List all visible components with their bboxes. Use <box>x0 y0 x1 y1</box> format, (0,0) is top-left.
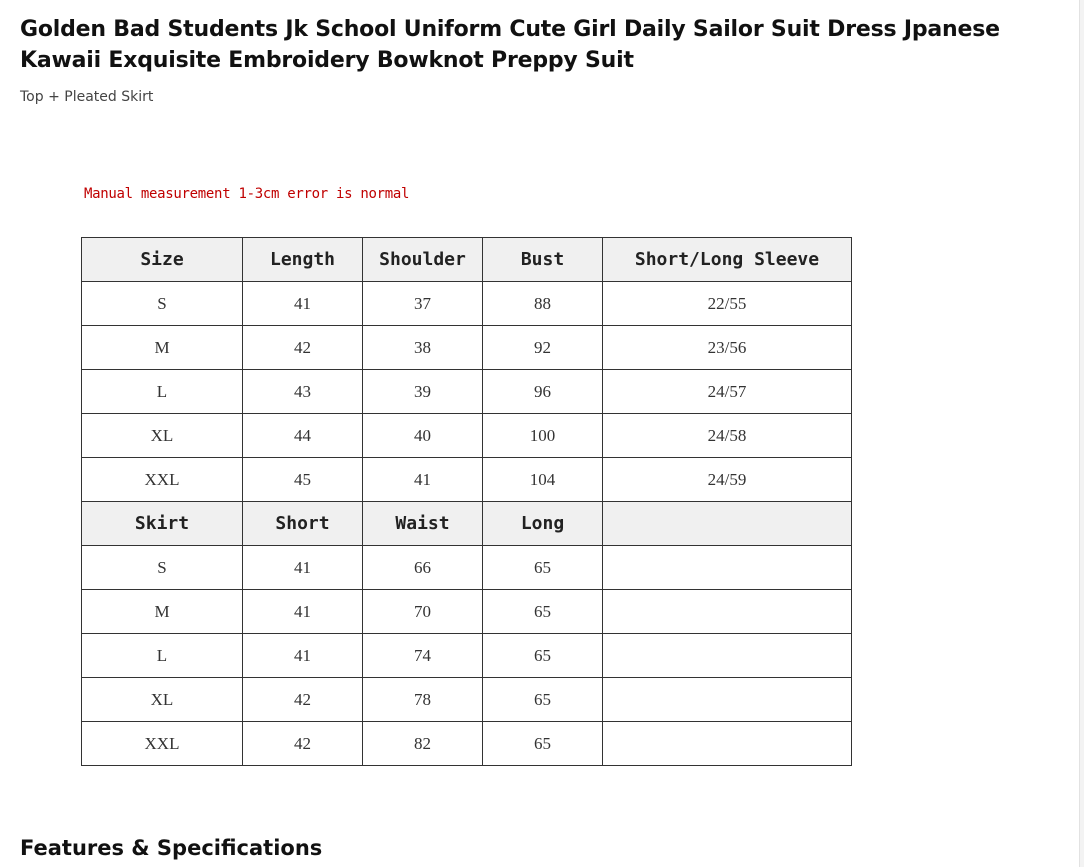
table-cell: S <box>82 546 243 590</box>
table-cell: M <box>82 590 243 634</box>
header-cell: Shoulder <box>363 238 483 282</box>
table-cell: 82 <box>363 722 483 766</box>
table-cell: M <box>82 326 243 370</box>
table-cell: 74 <box>363 634 483 678</box>
table-cell: 24/57 <box>603 370 852 414</box>
table-cell: S <box>82 282 243 326</box>
table-cell: L <box>82 634 243 678</box>
table-cell: XXL <box>82 458 243 502</box>
header-cell: Bust <box>483 238 603 282</box>
table-cell: 41 <box>243 590 363 634</box>
table-cell: 24/59 <box>603 458 852 502</box>
table-cell: 41 <box>243 634 363 678</box>
table-cell: 66 <box>363 546 483 590</box>
table-row <box>82 634 852 678</box>
header-cell: Length <box>243 238 363 282</box>
table-cell: 88 <box>483 282 603 326</box>
page-scrollbar[interactable] <box>1079 0 1084 867</box>
table-cell: 100 <box>483 414 603 458</box>
table-cell: 24/58 <box>603 414 852 458</box>
table-row <box>82 370 852 414</box>
size-chart-table <box>81 237 852 766</box>
table-cell: XL <box>82 414 243 458</box>
table-cell: 23/56 <box>603 326 852 370</box>
table-cell: 38 <box>363 326 483 370</box>
table-cell: XL <box>82 678 243 722</box>
table-cell <box>603 722 852 766</box>
variant-text: Top + Pleated Skirt <box>20 89 154 105</box>
table-cell: 65 <box>483 678 603 722</box>
table-cell: 40 <box>363 414 483 458</box>
table-cell: 41 <box>243 546 363 590</box>
table-row <box>82 722 852 766</box>
table-cell: XXL <box>82 722 243 766</box>
table-cell: 78 <box>363 678 483 722</box>
table-row <box>82 590 852 634</box>
table-cell: 41 <box>243 282 363 326</box>
table-cell: 37 <box>363 282 483 326</box>
product-title: Golden Bad Students Jk School Uniform Cute Girl Daily Sailor Suit Dress Jpanese Kawaii Exquisite Embroidery Bowknot Preppy Suit <box>20 17 1000 73</box>
table-cell: 92 <box>483 326 603 370</box>
table-cell: 70 <box>363 590 483 634</box>
table-cell: 22/55 <box>603 282 852 326</box>
table-cell <box>603 546 852 590</box>
table-cell <box>603 590 852 634</box>
table-row <box>82 546 852 590</box>
header-cell <box>603 502 852 546</box>
table-cell <box>603 678 852 722</box>
table-cell: 45 <box>243 458 363 502</box>
measurement-note: Manual measurement 1-3cm error is normal <box>84 186 410 202</box>
table-cell: L <box>82 370 243 414</box>
table-cell: 43 <box>243 370 363 414</box>
top-header-row <box>82 238 852 282</box>
table-row <box>82 678 852 722</box>
table-cell: 65 <box>483 590 603 634</box>
header-cell: Long <box>483 502 603 546</box>
table-cell: 42 <box>243 678 363 722</box>
header-cell: Skirt <box>82 502 243 546</box>
table-cell: 42 <box>243 326 363 370</box>
header-cell: Short <box>243 502 363 546</box>
table-row <box>82 326 852 370</box>
table-row <box>82 282 852 326</box>
table-cell <box>603 634 852 678</box>
table-cell: 42 <box>243 722 363 766</box>
table-cell: 39 <box>363 370 483 414</box>
table-cell: 96 <box>483 370 603 414</box>
skirt-header-row <box>82 502 852 546</box>
table-cell: 44 <box>243 414 363 458</box>
table-cell: 65 <box>483 722 603 766</box>
header-cell: Short/Long Sleeve <box>603 238 852 282</box>
table-cell: 65 <box>483 546 603 590</box>
table-cell: 104 <box>483 458 603 502</box>
table-cell: 65 <box>483 634 603 678</box>
table-cell: 41 <box>363 458 483 502</box>
header-cell: Waist <box>363 502 483 546</box>
table-row <box>82 414 852 458</box>
header-cell: Size <box>82 238 243 282</box>
features-heading: Features & Specifications <box>20 836 323 860</box>
table-row <box>82 458 852 502</box>
